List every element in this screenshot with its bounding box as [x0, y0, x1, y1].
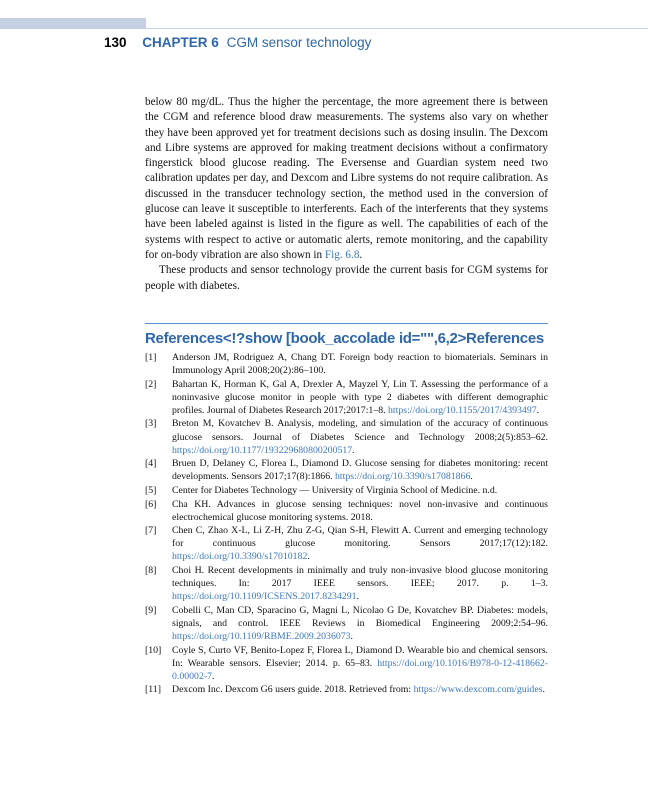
reference-doi-link[interactable]: https://doi.org/10.1109/RBME.2009.2036073	[172, 630, 351, 642]
reference-list	[145, 351, 548, 697]
reference-citation: Cobelli C, Man CD, Sparacino G, Magni L, Nicolao G De, Kovatchev BP. Diabetes: models, signals, and control. IEEE Reviews in Biomedical Engineering 2009;2:54–96.	[172, 604, 548, 629]
reference-text	[172, 604, 548, 643]
reference-citation: Bahartan K, Horman K, Gal A, Drexler A, Mayzel Y, Lin T. Assessing the performance of a noninvasive glucose monitor in people with type 2 diabetes with different demographic profiles. Journal of Diabetes Research 2017;2017:1–8.	[172, 378, 548, 416]
reference-item	[145, 484, 548, 497]
reference-doi-link[interactable]: https://doi.org/10.1109/ICSENS.2017.8234291	[172, 591, 357, 603]
reference-number: [2]	[145, 378, 157, 390]
reference-text	[172, 498, 548, 524]
reference-number: [1]	[145, 352, 157, 363]
reference-citation: Coyle S, Curto VF, Benito-Lopez F, Florea L, Diamond D. Wearable bio and chemical sensors. In: Wearable sensors. Elsevier; 2014. p. 65–83.	[172, 644, 548, 669]
reference-doi-link[interactable]: https://doi.org/10.3390/s17081866	[335, 471, 471, 483]
reference-end: .	[470, 471, 473, 483]
reference-item	[145, 604, 548, 643]
reference-citation: Bruen D, Delaney C, Florea L, Diamond D. Glucose sensing for diabetes monitoring: recent developments. Sensors 2017;17(8):1866.	[172, 458, 548, 483]
reference-item	[145, 457, 548, 483]
reference-number: [7]	[145, 525, 157, 537]
reference-end: .	[212, 670, 215, 682]
chapter-label: CHAPTER 6	[142, 35, 219, 50]
reference-end: .	[356, 591, 359, 603]
header-rule	[146, 28, 648, 29]
reference-item	[145, 417, 548, 456]
reference-end: .	[350, 630, 353, 642]
reference-citation: Center for Diabetes Technology — University of Virginia School of Medicine. n.d.	[172, 484, 498, 496]
reference-item	[145, 498, 548, 524]
reference-number: [3]	[145, 418, 157, 430]
reference-end: .	[536, 404, 540, 416]
reference-number: [10]	[145, 644, 162, 656]
body-text	[145, 95, 548, 294]
reference-number: [6]	[145, 498, 157, 510]
reference-citation: Choi H. Recent developments in minimally and truly non-invasive blood glucose monitoring techniques. In: 2017 IEEE sensors. IEEE; 2017. p. 1–3.	[172, 565, 548, 590]
page-number: 130	[104, 35, 127, 50]
reference-number: [8]	[145, 565, 157, 576]
reference-text	[172, 457, 548, 483]
reference-text	[172, 564, 548, 603]
reference-item	[145, 351, 548, 377]
reference-item	[145, 378, 548, 417]
reference-text	[172, 644, 548, 683]
reference-text	[172, 484, 548, 497]
reference-citation: Chen C, Zhao X-L, Li Z-H, Zhu Z-G, Qian S-H, Flewitt A. Current and emerging technology for continuous glucose monitoring. Sensors 2017;17(12):182.	[172, 525, 548, 550]
reference-item	[145, 564, 548, 603]
reference-doi-link[interactable]: https://doi.org/10.3390/s17010182	[172, 551, 308, 563]
reference-doi-link[interactable]: https://doi.org/10.1016/B978-0-12-418662-0.00002-7	[172, 657, 548, 682]
reference-item	[145, 683, 548, 696]
references-rule	[145, 323, 548, 324]
reference-doi-link[interactable]: https://doi.org/10.1177/193229680800200517	[172, 444, 353, 456]
paragraph-2: These products and sensor technology provide the current basis for CGM systems for people with diabetes.	[145, 264, 548, 292]
reference-citation: Cha KH. Advances in glucose sensing techniques: novel non-invasive and continuous electrochemical glucose monitoring systems. 2018.	[172, 498, 548, 523]
reference-number: [5]	[145, 484, 157, 496]
reference-number: [4]	[145, 458, 157, 470]
reference-citation: Anderson JM, Rodriguez A, Chang DT. Foreign body reaction to biomaterials. Seminars in Immunology April 2008;20(2):86–100.	[172, 352, 548, 377]
reference-citation: Dexcom Inc. Dexcom G6 users guide. 2018. Retrieved from:	[172, 684, 414, 696]
reference-end: .	[542, 684, 545, 696]
header-accent-block	[0, 18, 146, 29]
paragraph-1-text: below 80 mg/dL. Thus the higher the percentage, the more agreement there is between the CGM and reference blood draw measurements. The systems also vary on whether they have been approved yet for treatment decisions such as dosing insulin. The Dexcom and Libre systems are approved for making treatment decisions without a confirmatory fingerstick blood glucose reading. The Eversense and Guardian system need two calibration updates per day, and Dexcom and Libre systems do not require calibration. As discussed in the transducer technology section, the method used in the conversion of glucose can leave it susceptible to interferents. Each of the interferents that they systems have been labeled against is listed in the figure as well. The capabilities of each of the systems with respect to active or automatic alerts, remote monitoring, and the capability for on-body vibration are also shown in	[145, 96, 548, 261]
reference-number: [9]	[145, 604, 157, 616]
reference-text	[172, 378, 548, 417]
reference-item	[145, 524, 548, 563]
reference-item	[145, 644, 548, 683]
reference-doi-link[interactable]: https://doi.org/10.1155/2017/4393497	[388, 404, 537, 416]
reference-text	[172, 417, 548, 456]
paragraph-1	[145, 95, 548, 263]
reference-doi-link[interactable]: https://www.dexcom.com/guides	[413, 684, 543, 696]
references-heading: References<!?show [book_accolade id="",6,2>References	[145, 330, 544, 347]
reference-number: [11]	[145, 684, 161, 696]
header-bar	[0, 0, 648, 31]
reference-end: .	[352, 444, 355, 456]
reference-end: .	[307, 551, 310, 563]
chapter-title: CGM sensor technology	[226, 35, 372, 50]
reference-citation: Breton M, Kovatchev B. Analysis, modeling, and simulation of the accuracy of continuous glucose sensors. Journal of Diabetes Science and Technology 2008;2(5):853–62.	[172, 418, 548, 443]
running-head	[104, 35, 371, 50]
paragraph-1-end: .	[359, 248, 363, 261]
reference-text	[172, 351, 548, 377]
reference-text	[172, 524, 548, 563]
figure-link[interactable]: Fig. 6.8	[324, 248, 360, 261]
reference-text	[172, 683, 548, 696]
